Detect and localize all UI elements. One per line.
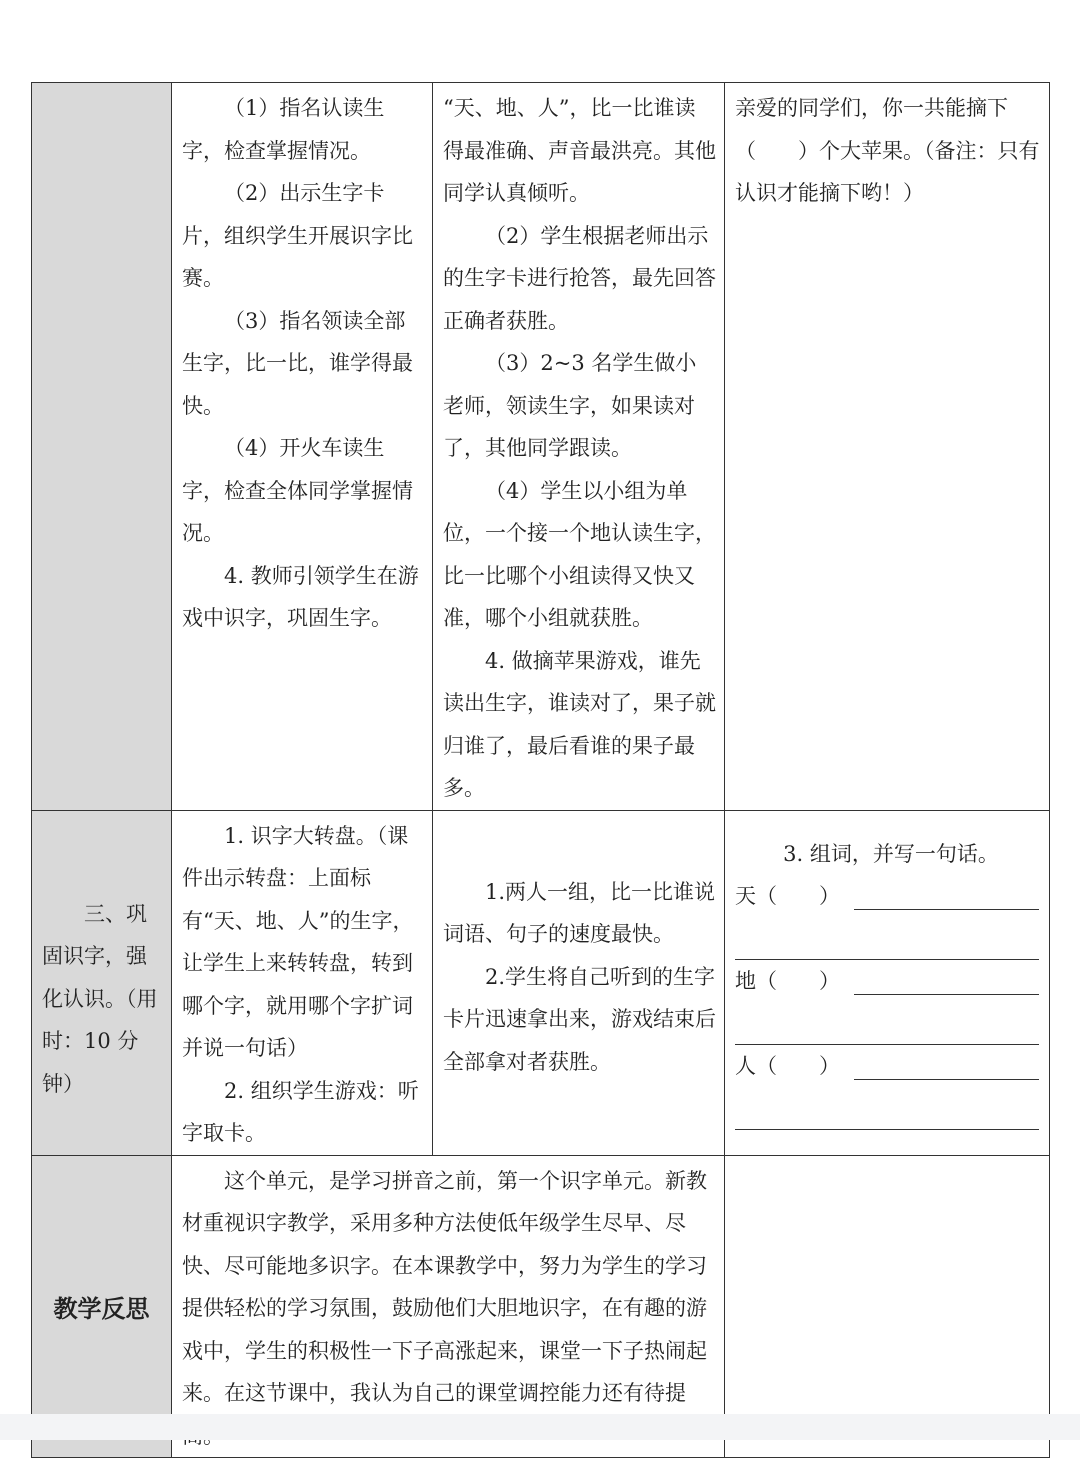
- answer-line[interactable]: [854, 909, 1039, 910]
- teacher-activity-cell: [172, 810, 433, 1155]
- stage-cell: [32, 83, 172, 811]
- teacher-step: （3）指名领读全部生字，比一比，谁学得最快。: [182, 308, 413, 418]
- sentence-line[interactable]: [735, 1003, 1039, 1046]
- teacher-step: 4. 教师引领学生在游戏中识字，巩固生字。: [182, 563, 419, 630]
- exercise-title: 3. 组词，并写一句话。: [783, 841, 999, 866]
- teacher-activity-cell: [172, 83, 433, 811]
- table-row: [32, 83, 1050, 811]
- teacher-step: 1. 识字大转盘。（课件出示转盘：上面标有“天、地、人”的生字，让学生上来转转盘，转到哪个字，就用哪个字扩词并说一句话）: [182, 823, 414, 1060]
- student-step: （2）学生根据老师出示的生字卡进行抢答，最先回答正确者获胜。: [443, 223, 716, 333]
- answer-line[interactable]: [854, 994, 1039, 995]
- table-row: [32, 810, 1050, 1155]
- empty-cell: [725, 1155, 1050, 1458]
- bottom-band: [0, 1414, 1080, 1440]
- reflection-title-cell: [32, 1155, 172, 1458]
- word-label: 天（ ）: [735, 884, 840, 908]
- teacher-step: （1）指名认读生字，检查掌握情况。: [182, 96, 385, 163]
- table-row: [32, 1155, 1050, 1458]
- stage-cell: [32, 810, 172, 1155]
- word-label: 人（ ）: [735, 1054, 840, 1078]
- stage-label: 三、巩固识字，强化认识。（用时：10 分钟）: [42, 901, 158, 1096]
- student-step: 2.学生将自己听到的生字卡片迅速拿出来，游戏结束后全部拿对者获胜。: [443, 964, 716, 1074]
- teacher-step: 2. 组织学生游戏：听字取卡。: [182, 1078, 419, 1145]
- student-activity-cell: [433, 810, 725, 1155]
- exercise-text: 亲爱的同学们，你一共能摘下（ ）个大苹果。（备注：只有认识才能摘下哟！）: [735, 96, 1040, 205]
- student-step: 1.两人一组，比一比谁说词语、句子的速度最快。: [443, 879, 716, 946]
- sentence-line[interactable]: [735, 918, 1039, 961]
- reflection-text: 这个单元，是学习拼音之前，第一个识字单元。新教材重视识字教学，采用多种方法使低年级学生尽早、尽快、尽可能地多识字。在本课教学中，努力为学生的学习提供轻松的学习氛围，鼓励他们大胆地识字，在有趣的游戏中，学生的积极性一下子高涨起来，课堂一下子热闹起来。在这节课中，我认为自己的课堂调控能力还有待提: [182, 1168, 707, 1405]
- sentence-line[interactable]: [735, 1088, 1039, 1131]
- word-fill-row: [735, 875, 1047, 918]
- word-fill-row: [735, 960, 1047, 1003]
- teacher-step: （2）出示生字卡片，组织学生开展识字比赛。: [182, 181, 413, 290]
- reflection-title: 教学反思: [53, 1294, 150, 1323]
- answer-line[interactable]: [854, 1079, 1039, 1080]
- reflection-text-cell: [172, 1155, 725, 1458]
- student-step: “天、地、人”，比一比谁读得最准确、声音最洪亮。其他同学认真倾听。: [443, 96, 716, 205]
- student-step: （4）学生以小组为单位，一个接一个地认读生字，比一比哪个小组读得又快又准，哪个小组就获胜。: [443, 478, 716, 630]
- exercise-cell: [725, 83, 1050, 811]
- exercise-cell: [725, 810, 1050, 1155]
- word-fill-row: [735, 1045, 1047, 1088]
- student-step: （3）2~3 名学生做小老师，领读生字，如果读对了，其他同学跟读。: [443, 351, 697, 460]
- teacher-step: （4）开火车读生字，检查全体同学掌握情况。: [182, 436, 413, 545]
- student-activity-cell: [433, 83, 725, 811]
- student-step: 4. 做摘苹果游戏，谁先读出生字，谁读对了，果子就归谁了，最后看谁的果子最多。: [443, 648, 716, 800]
- lesson-plan-table: [31, 82, 1050, 1458]
- word-label: 地（ ）: [735, 969, 840, 993]
